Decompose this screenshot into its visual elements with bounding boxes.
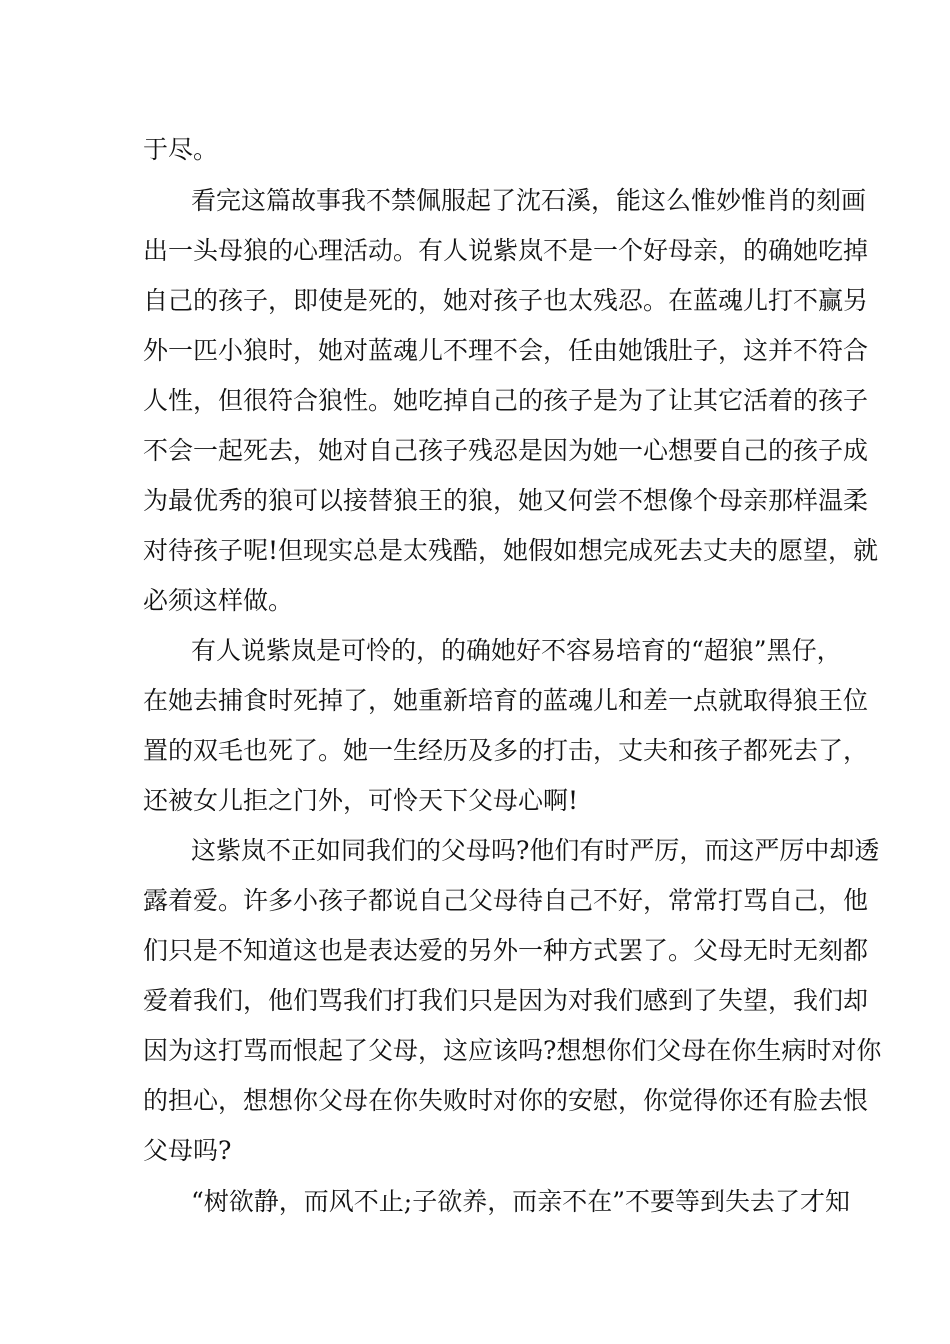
text-line: 必须这样做。 [143,586,294,615]
text-line: 在她去捕食时死掉了，她重新培育的蓝魂儿和差一点就取得狼王位 [143,686,869,715]
text-line: 于尽。 [143,135,219,164]
paragraph-first-line: 有人说紫岚是可怜的，的确她好不容易培育的“超狼”黑仔， [191,636,842,665]
text-line: 为最优秀的狼可以接替狼王的狼，她又何尝不想像个母亲那样温柔 [143,486,869,515]
text-line: 外一匹小狼时，她对蓝魂儿不理不会，任由她饿肚子，这并不符合 [143,336,869,365]
text-line: 不会一起死去，她对自己孩子残忍是因为她一心想要自己的孩子成 [143,436,869,465]
text-line: 们只是不知道这也是表达爱的另外一种方式罢了。父母无时无刻都 [143,936,869,965]
text-line: 露着爱。许多小孩子都说自己父母待自己不好，常常打骂自己，他 [143,886,869,915]
paragraph-first-line: 看完这篇故事我不禁佩服起了沈石溪，能这么惟妙惟肖的刻画 [191,186,867,215]
text-line: 因为这打骂而恨起了父母，这应该吗?想想你们父母在你生病时对你 [143,1036,882,1065]
paragraph-first-line: 这紫岚不正如同我们的父母吗?他们有时严厉，而这严厉中却透 [191,836,880,865]
text-line: 置的双毛也死了。她一生经历及多的打击，丈夫和孩子都死去了， [143,736,869,765]
text-line: 的担心，想想你父母在你失败时对你的安慰，你觉得你还有脸去恨 [143,1086,869,1115]
text-line: 爱着我们，他们骂我们打我们只是因为对我们感到了失望，我们却 [143,986,869,1015]
text-line: 人性，但很符合狼性。她吃掉自己的孩子是为了让其它活着的孩子 [143,386,869,415]
paragraph-first-line: “树欲静，而风不止;子欲养，而亲不在”不要等到失去了才知 [191,1187,850,1216]
text-line: 出一头母狼的心理活动。有人说紫岚不是一个好母亲，的确她吃掉 [143,236,869,265]
text-line: 父母吗? [143,1136,232,1165]
text-line: 自己的孩子，即使是死的，她对孩子也太残忍。在蓝魂儿打不赢另 [143,286,869,315]
text-line: 还被女儿拒之门外，可怜天下父母心啊! [143,786,579,815]
text-line: 对待孩子呢!但现实总是太残酷，她假如想完成死去丈夫的愿望，就 [143,536,879,565]
